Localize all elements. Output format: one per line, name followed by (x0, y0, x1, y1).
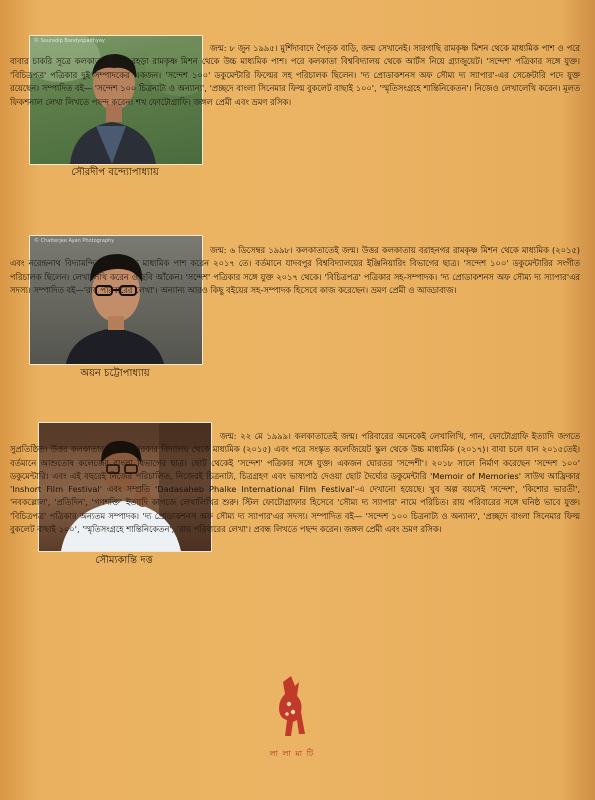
publisher-name: লা লা মা টি (269, 749, 315, 758)
photo-credit: © Chatterjee Ayan Photography (34, 238, 115, 244)
horse-logo-icon (267, 672, 315, 742)
author-name: অয়ন চট্টোপাধ্যায় (80, 368, 150, 379)
author-bio: জন্ম: ৬ ডিসেম্বর ১৯৯৮। কলকাতাতেই জন্ম। উত্তর কলকাতায় বরাহনগর রামকৃষ্ণ মিশন থেকে মাধ্যমিক (২০১৫) এবং নরেন্দ্রনাথ বিদ্যামন্দির থেকে উচ্চ মাধ্যমিক পাশ করেন ২০১৭ তে। বর্তমানে যাদবপুর বিশ্ববিদ্যালয়ের ইঞ্জিনিয়ারিং বিভাগের ছাত্র। 'সন্দেশ ১০০' ডকুমেন্টারির সংগীত পরিচালক ছিলেন। লেখালেখি করেন ও ছবি আঁকেন। 'সন্দেশ' পত্রিকার সঙ্গে যুক্ত ২০১৭ থেকে। 'বিচিত্রপত্র' পত্রিকার সহ-সম্পাদক। 'দ্য প্রোডাকশনস অফ সৌম্য দ্য স্যাপার'এর সদস্য। সম্পাদিত বই—'রায় পরিবারের লেখা'। অন্যান্য আরও কিছু বইয়ের সহ-সম্পাদক হিসেবে কাজ করেছেন। ভ্রমণ প্রেমী ও আড্ডাবাজ। (10, 245, 580, 296)
author-bio: জন্ম: ৮ জুন ১৯৯৫। মুর্শিদাবাদে পৈতৃক বাড়ি, জন্ম সেখানেই। সারগাছি রামকৃষ্ণ মিশন থেকে মাধ্যমিক পাশ ও পরে বাবার চাকরি সূত্রে কলকাতায় এসে রহড়া রামকৃষ্ণ মিশন থেকে উচ্চ মাধ্যমিক পাশ। পরে কলকাতা বিশ্ববিদ্যালয় থেকে আর্টস নিয়ে গ্র্যাজুয়েট। 'সন্দেশ' পত্রিকার সঙ্গে যুক্ত। 'বিচিত্রপত্র' পত্রিকার দুই সম্পাদকের একজন। 'সন্দেশ ১০০' ডকুমেন্টারি ফিল্মের সহ পরিচালক ছিলেন। 'দ্য প্রোডাকশনস অফ সৌম্য দ্য স্যাপার'-এর সেক্রেটারি পদে যুক্ত রয়েছেন। সম্পাদিত বই— 'সন্দেশ ১০০ চিত্রনাট্য ও অন্যান্য', 'প্রচ্ছদে বাংলা সিনেমার ফিল্ম বুকলেট বাছাই ১০০', 'স্মৃতিসংগ্রহে শান্তিনিকেতন'। নিজেও লেখালেখি করেন। মূলত ফিকশনাল লেখা লিখতে পছন্দ করেন। শখ ফোটোগ্রাফি। জঙ্গল প্রেমী এবং ভ্রমণ রসিক। (10, 43, 580, 107)
author-bio: জন্ম: ২২ মে ১৯৯৯। কলকাতাতেই জন্ম। পরিবারের অনেকেই লেখালিখি, গান, ফোটোগ্রাফি ইত্যাদি জগতে সুপ্রতিষ্ঠিত। উত্তর কলকাতার শৈলেন্দ্র সরকার বিদ্যালয় থেকে মাধ্যমিক (২০১৫) এবং পরে সংস্কৃত কলেজিয়েট স্কুল থেকে উচ্চ মাধ্যমিক (২০১৭)। বাবা চলে যান ২০১৫তেই। বর্তমানে আশুতোষ কলেজের বাংলা বিভাগের ছাত্র। ছোট থেকেই 'সন্দেশ' পত্রিকার সঙ্গে যুক্ত। একজন ঘোরতর 'সন্দেশী'। ২০১৮ সালে নির্মাণ করেছেন 'সন্দেশ ১০০' ডকুমেন্টারি। এবং এই বছরেই নিজের পরিচালিত, নিজেরই চিত্রনাট্য, চিত্রগ্রহণ এবং ভাষ্যপাঠ দেওয়া ছোট দৈর্ঘ্যের ডকুমেন্টারি 'Memoir of Memories' সাউথ আফ্রিকার 'Inshort Film Festival' এবং সম্প্রতি 'Dadasaheb Phalke International Film Festival'-এ দেখানো হয়েছে। খুব অল্প বয়সেই 'সন্দেশ', 'কিশোর ভারতী', 'নবকল্লোল', 'প্রতিদিন', 'গণশক্তি' ইত্যাদি কাগজে লেখালিখির শুরু। স্টিল ফোটোগ্রাফার হিসেবে 'সৌম্য দ্য স্যাপার' নামে পরিচিত। রায় পরিবারের সঙ্গে ঘনিষ্ঠ ভাবে যুক্ত। 'বিচিত্রপত্র' পত্রিকার অন্যতম সম্পাদক। 'দ্য প্রোডাকশনস অফ সৌম্য দ্য স্যাপার'এর সদস্য। সম্পাদিত বই— 'সন্দেশ ১০০ চিত্রনাট্য ও অন্যান্য', 'প্রচ্ছদে বাংলা সিনেমার ফিল্ম বুকলেট বাছাই ১০০', 'স্মৃতিসংগ্রহে শান্তিনিকেতন', 'রায় পরিবারের লেখা'। প্রবন্ধ লিখতে পছন্দ করেন। জঙ্গল প্রেমী এবং ভ্রমণ রসিক। (10, 431, 580, 535)
photo-credit: © Souradip Bandyopadhyay (34, 38, 105, 44)
author-name: সৌম্যকান্তি দত্ত (95, 555, 153, 566)
author-name: সৌরদীপ বন্দ্যোপাধ্যায় (71, 167, 159, 178)
